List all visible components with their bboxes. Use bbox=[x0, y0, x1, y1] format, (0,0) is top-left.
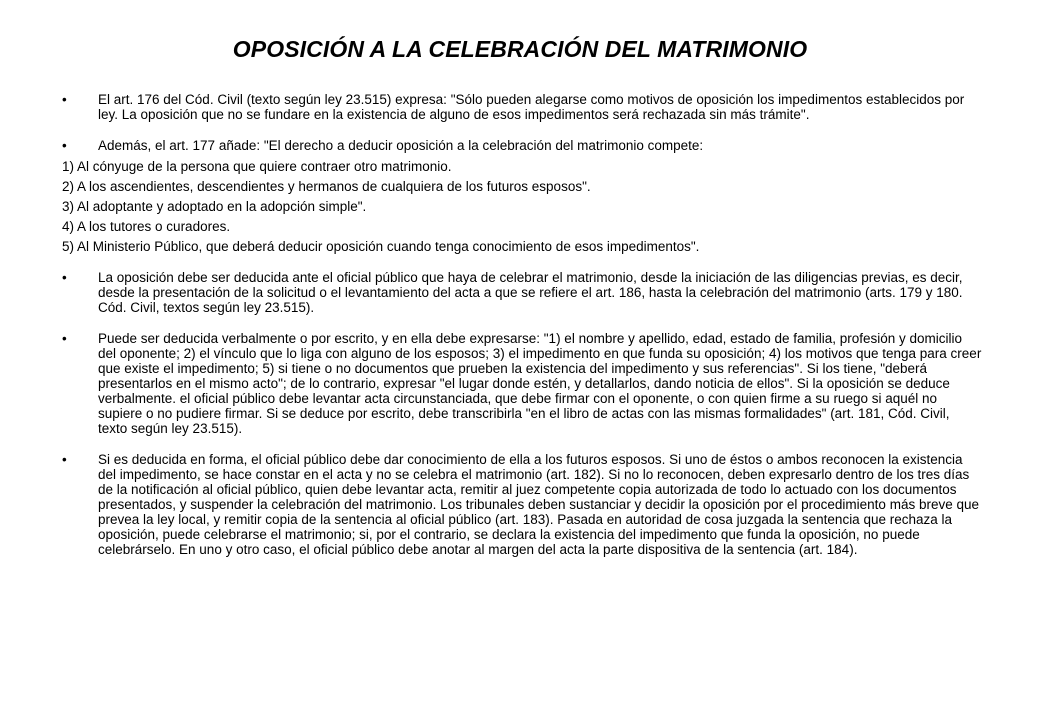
paragraph-form bbox=[62, 331, 982, 436]
paragraph-deduction bbox=[62, 270, 982, 315]
slide-body bbox=[62, 92, 982, 557]
paragraph-text: El art. 176 del Cód. Civil (texto según ley 23.515) expresa: "Sólo pueden alegarse como motivos de oposición los impedimentos establecidos por ley. La oposición que no se fundare en la existencia de alguno de esos impedimentos será rechazada sin más trámite". bbox=[98, 92, 965, 122]
slide-title: OPOSICIÓN A LA CELEBRACIÓN DEL MATRIMONIO bbox=[232, 36, 808, 62]
list-item: 4) A los tutores o curadores. bbox=[62, 219, 231, 234]
bullet-icon: • bbox=[62, 270, 67, 285]
bullet-icon: • bbox=[62, 331, 67, 346]
list-item: 2) A los ascendientes, descendientes y hermanos de cualquiera de los futuros esposos". bbox=[62, 179, 591, 194]
bullet-icon: • bbox=[62, 92, 67, 107]
paragraph-text: Si es deducida en forma, el oficial público debe dar conocimiento de ella a los futuros esposos. Si uno de éstos o ambos reconocen la existencia del impedimento, se hace constar en el acta y no se celebra el matrimonio (art. 182). Si no lo reconocen, deben expresarlo dentro de los tres días de la notificación al oficial público, quien debe levantar acta, remitir al juez competente copia autorizada de todo lo actuado con los documentos presentados, y suspender la celebración del matrimonio. Los tribunales deben sustanciar y decidir la oposición por el procedimiento más breve que prevea la ley local, y remitir copia de la sentencia al oficial público (art. 183). Pasada en autoridad de cosa juzgada la sentencia que rechaza la oposición, puede celebrarse el matrimonio; si, por el contrario, se declara la existencia del impedimento que funda la oposición, no puede celebrárselo. En uno y otro caso, el oficial público debe anotar al margen del acta la parte dispositiva de la sentencia (art. 184). bbox=[98, 452, 979, 557]
bullet-icon: • bbox=[62, 138, 67, 153]
list-item: 5) Al Ministerio Público, que deberá deducir oposición cuando tenga conocimiento de esos impedimentos". bbox=[62, 239, 700, 254]
paragraph-art-176 bbox=[62, 92, 982, 122]
bullet-icon: • bbox=[62, 452, 67, 467]
paragraph-text: La oposición debe ser deducida ante el oficial público que haya de celebrar el matrimonio, desde la iniciación de las diligencias previas, es decir, desde la presentación de la solicitud o el levantamiento del acta a que se refiere el art. 186, hasta la celebración del matrimonio (arts. 179 y 180. Cód. Civil, textos según ley 23.515). bbox=[98, 270, 963, 315]
list-item: 3) Al adoptante y adoptado en la adopción simple". bbox=[62, 199, 367, 214]
paragraph-art-177 bbox=[62, 138, 982, 153]
list-item: 1) Al cónyuge de la persona que quiere contraer otro matrimonio. bbox=[62, 159, 452, 174]
paragraph-procedure bbox=[62, 452, 982, 557]
paragraph-text: Puede ser deducida verbalmente o por escrito, y en ella debe expresarse: "1) el nombre y apellido, edad, estado de familia, profesión y domicilio del oponente; 2) el vínculo que lo liga con alguno de los esposos; 3) el impedimento en que funda su oposición; 4) los motivos que tenga para creer que existe el impedimento; 5) si tiene o no documentos que prueben la existencia del impedimento y sus referencias". Si los tiene, "deberá presentarlos en el mismo acto"; de lo contrario, expresar "el lugar donde estén, y detallarlos, dando noticia de ellos". Si la oposición se deduce verbalmente. el oficial público debe levantar acta circunstanciada, que debe firmar con el oponente, o con quien firme a su ruego si aquél no supiere o no pudiere firmar. Si se deduce por escrito, debe transcribirla "en el libro de actas con las mismas formalidades" (art. 181, Cód. Civil, texto según ley 23.515). bbox=[98, 331, 982, 436]
paragraph-text: Además, el art. 177 añade: "El derecho a deducir oposición a la celebración del matrimonio compete: bbox=[98, 138, 704, 153]
